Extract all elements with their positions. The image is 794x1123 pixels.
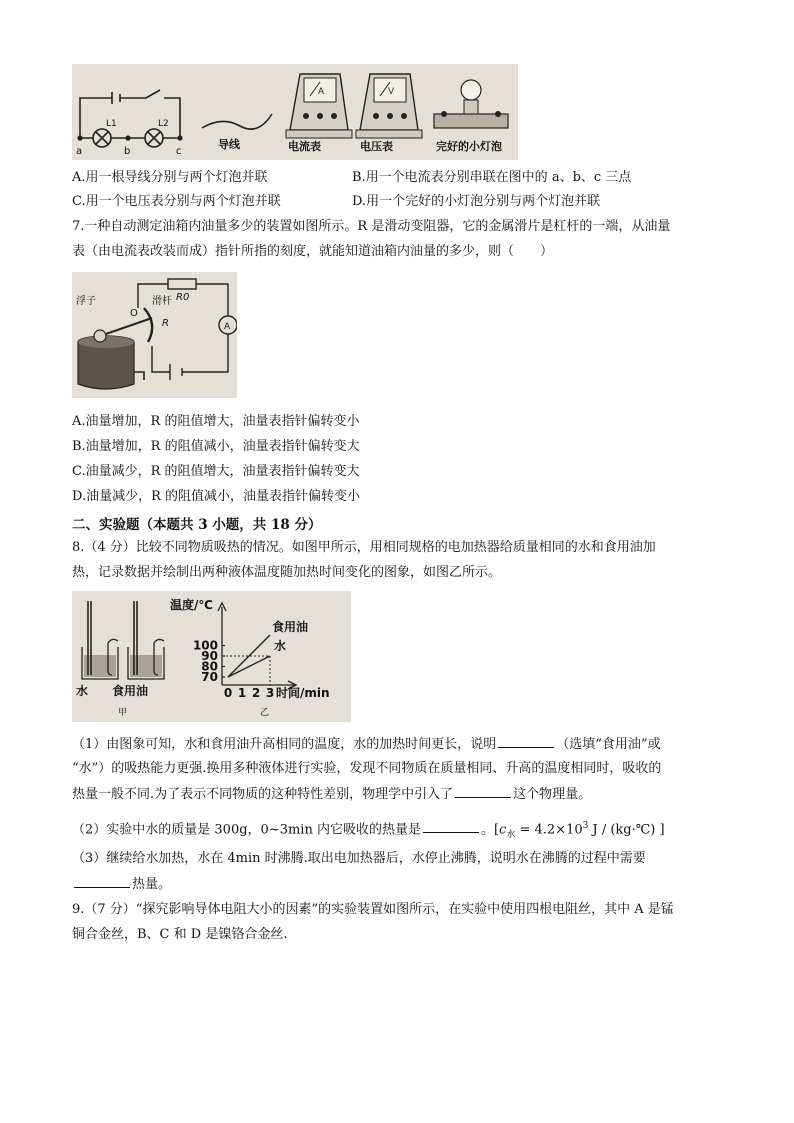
bulb-drawing	[434, 80, 508, 128]
q8-part2-text-a: （2）实验中水的质量是 300g，0~3min 内它吸收的热量是	[72, 822, 421, 838]
q8-figure-svg	[72, 591, 351, 722]
caption-jia: 甲	[118, 708, 128, 718]
q8-part3-text-b: 热量。	[132, 877, 172, 892]
q8-part1-text-a: （1）由图象可知，水和食用油升高相同的温度，水的加热时间更长，说明	[72, 737, 497, 752]
svg-text:A: A	[318, 86, 325, 96]
x-tick-label-2: 2	[251, 686, 261, 700]
resistor-r-label: R	[162, 318, 169, 329]
float-ball	[94, 330, 106, 342]
q8-part3-line2	[72, 875, 171, 894]
q6-figure	[72, 64, 518, 160]
q8-part1-text-d: 热量一般不同.为了表示不同物质的这种特性差别，物理学中引入了	[72, 787, 454, 802]
fuel-tank	[78, 330, 144, 389]
voltmeter-drawing	[356, 74, 422, 138]
y-tick-label-2: 90	[201, 649, 218, 663]
q8-part2-text-b: 。[	[480, 822, 500, 838]
series-label-0: 食用油	[272, 620, 309, 634]
q8-figure	[72, 591, 351, 722]
series-label-1: 水	[274, 639, 287, 653]
q8-part1-text-b: （选填“食用油”或	[556, 737, 661, 752]
q6-option-a: A.用一根导线分别与两个灯泡并联	[72, 170, 268, 185]
beakers	[82, 601, 164, 679]
y-tick-label-0: 70	[201, 670, 218, 684]
q6-figure-svg	[72, 64, 518, 160]
ammeter-label: 电流表	[288, 140, 321, 153]
q9-stem-line1: 9.（7 分）“探究影响导体电阻大小的因素”的实验装置如图所示，在实验中使用四根电阻丝，其中 A 是锰	[72, 902, 674, 917]
q8-part1-text-e: 这个物理量。	[513, 787, 592, 802]
series-line-1	[228, 656, 270, 677]
y-tick-label-3: 100	[192, 638, 218, 653]
y-axis	[218, 603, 226, 685]
q8-part3-line1: （3）继续给水加热，水在 4min 时沸腾.取出电加热器后，水停止沸腾，说明水在沸腾的过程中需要	[72, 851, 646, 866]
q7-figure	[72, 272, 237, 398]
q8-stem-line2: 热，记录数据并绘制出两种液体温度随加热时间变化的图象，如图乙所示。	[72, 565, 502, 580]
caption-yi: 乙	[260, 708, 270, 718]
wire-label: 导线	[218, 138, 240, 151]
point-a-label: a	[76, 146, 83, 157]
q8-part2-line	[72, 817, 665, 844]
specific-heat-symbol: c	[499, 822, 507, 838]
q9-stem-line2: 铜合金丝，B、C 和 D 是镍铬合金丝.	[72, 927, 288, 942]
q6-option-b: B.用一个电流表分别串联在图中的 a、b、c 三点	[352, 170, 632, 185]
lamp-label-1: L1	[106, 119, 117, 129]
q7-figure-svg	[72, 272, 237, 398]
q8-blank-3[interactable]	[423, 820, 479, 833]
beaker-water-label: 水	[76, 684, 89, 698]
q7-option-b: B.油量增加，R 的阻值减小，油量表指针偏转变大	[72, 439, 360, 454]
x-tick-label-0: 0	[223, 686, 233, 700]
meter-a-label: A	[224, 322, 231, 332]
point-b-label: b	[124, 146, 131, 157]
y-tick-label-1: 80	[201, 659, 218, 674]
q8-part1-line2: “水”）的吸热能力更强.换用多种液体进行实验，发现不同物质在质量相同、升高的温度相同时，吸收的	[72, 761, 662, 776]
specific-heat-value: = 4.2×10	[515, 822, 583, 838]
q7-stem-line2: 表（由电流表改装而成）指针所指的刻度，就能知道油箱内油量的多少，则（ ）	[72, 244, 554, 259]
q8-part1-line3	[72, 785, 591, 804]
specific-heat-exponent: 3	[582, 821, 589, 831]
ammeter-drawing	[286, 74, 352, 138]
section-title: 二、实验题（本题共 3 小题，共 18 分）	[72, 517, 322, 533]
x-tick-label-3: 3	[265, 686, 275, 700]
q8-stem-line1: 8.（4 分）比较不同物质吸热的情况。如图甲所示，用相同规格的电加热器给质量相同的水和食用油加	[72, 540, 656, 555]
pivot-label: O	[130, 308, 138, 319]
q8-part1-line1	[72, 735, 661, 754]
x-axis-label: 时间/min	[276, 686, 330, 700]
q7-stem-line1: 7.一种自动测定油箱内油量多少的装置如图所示。R 是滑动变阻器，它的金属滑片是杠杆的一端，从油量	[72, 219, 671, 234]
y-axis-label: 温度/℃	[170, 598, 213, 612]
wire-drawing	[202, 114, 272, 129]
q7-option-c: C.油量减少，R 的阻值增大，油量表指针偏转变大	[72, 464, 360, 479]
lamp-label-2: L2	[158, 119, 169, 129]
point-c-label: c	[176, 146, 182, 157]
q7-option-d: D.油量减少，R 的阻值减小，油量表指针偏转变小	[72, 489, 361, 504]
q6-option-c: C.用一个电压表分别与两个灯泡并联	[72, 194, 281, 209]
lever-label: 滑杆	[152, 296, 172, 307]
q8-blank-2[interactable]	[455, 785, 511, 798]
bulb-label: 完好的小灯泡	[436, 140, 502, 153]
q6-option-d: D.用一个完好的小灯泡分别与两个灯泡并联	[352, 194, 601, 209]
q7-option-a: A.油量增加，R 的阻值增大，油量表指针偏转变小	[72, 414, 360, 429]
specific-heat-subscript: 水	[506, 829, 516, 840]
resistor-r0-label: R0	[176, 292, 190, 303]
float-label: 浮子	[76, 296, 96, 307]
beaker-oil-label: 食用油	[112, 684, 149, 698]
specific-heat-unit: J / (kg·℃) ]	[588, 822, 665, 838]
q8-blank-4[interactable]	[74, 875, 130, 888]
voltmeter-label: 电压表	[360, 140, 393, 153]
svg-text:V: V	[388, 86, 395, 96]
q8-blank-1[interactable]	[498, 735, 554, 748]
x-tick-label-1: 1	[237, 686, 247, 700]
